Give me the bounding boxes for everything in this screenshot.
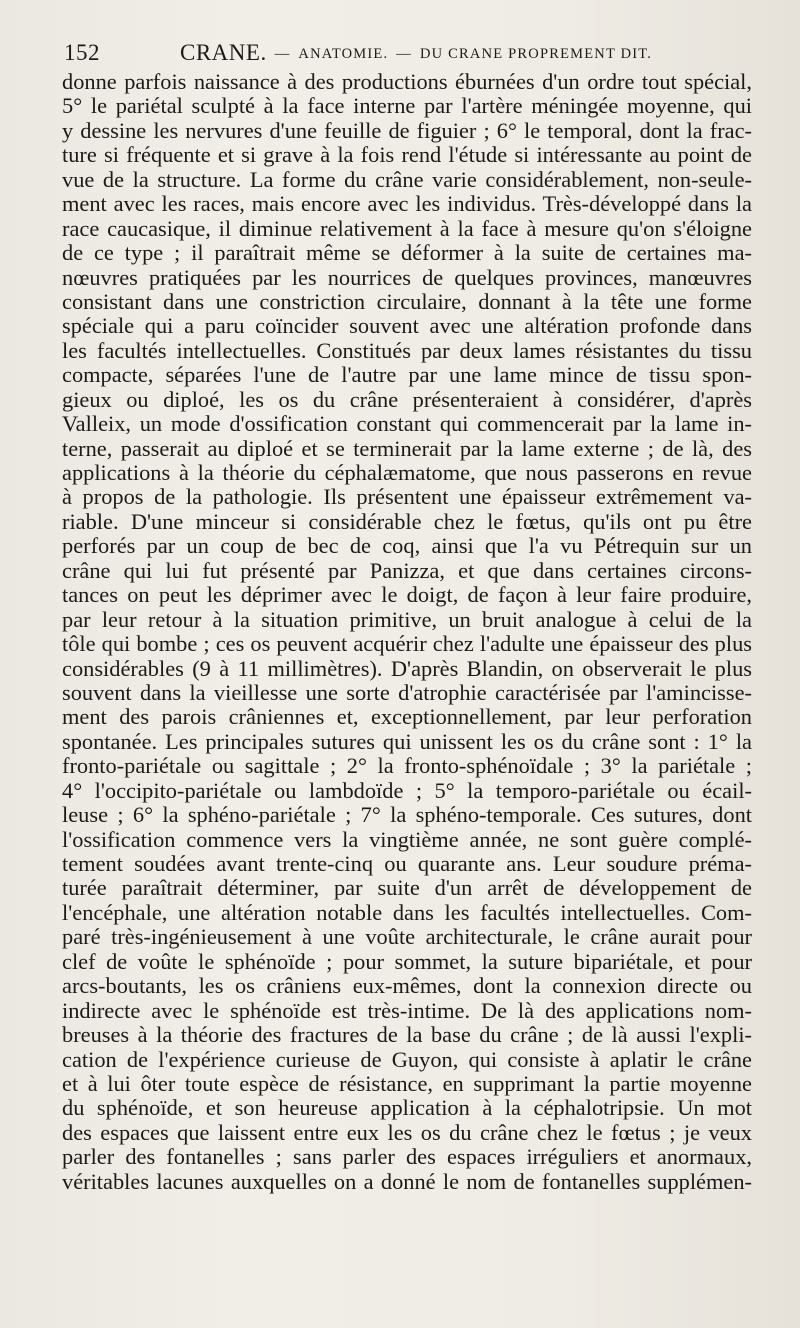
text-line: fronto-pariétale ou sagittale ; 2° la fronto-sphénoïdale ; 3° la pariétale ;	[62, 754, 752, 779]
text-line: spontanée. Les principales sutures qui unissent les os du crâne sont : 1° la	[62, 729, 752, 754]
text-line: vue de la structure. La forme du crâne varie considérablement, non-seule-	[62, 167, 752, 192]
header-section: ANATOMIE.	[298, 46, 389, 62]
running-header	[64, 40, 754, 70]
text-line: arcs-boutants, les os crâniens eux-mêmes, dont la connexion directe ou	[62, 974, 752, 999]
running-head-title	[180, 40, 652, 66]
text-line: donne parfois naissance à des productions éburnées d'un ordre tout spécial,	[62, 70, 752, 94]
text-line: consistant dans une constriction circulaire, donnant à la tête une forme	[62, 289, 752, 314]
text-line: applications à la théorie du céphalæmatome, que nous passerons en revue	[62, 461, 752, 485]
text-line: tances on peut les déprimer avec le doigt, de façon à leur faire produire,	[62, 583, 752, 608]
text-line: breuses à la théorie des fractures de la base du crâne ; de là aussi l'expli-	[62, 1023, 752, 1048]
text-line: race caucasique, il diminue relativement à la face à mesure qu'on s'éloigne	[62, 216, 752, 241]
text-line: y dessine les nervures d'une feuille de figuier ; 6° le temporal, dont la frac-	[62, 118, 752, 143]
text-line: ment des parois crâniennes et, exceptionnellement, par leur perforation	[62, 705, 752, 730]
text-line: crâne qui lui fut présenté par Panizza, et que dans certaines circons-	[62, 558, 752, 583]
text-line: paré très-ingénieusement à une voûte architecturale, le crâne aurait pour	[62, 925, 752, 950]
text-line: Valleix, un mode d'ossification constant qui commencerait par la lame in-	[62, 412, 752, 437]
text-line: l'ossification commence vers la vingtième année, ne sont guère complé-	[62, 827, 752, 852]
text-line: 4° l'occipito-pariétale ou lambdoïde ; 5° la temporo-pariétale ou écail-	[62, 778, 752, 803]
text-line: tement soudées avant trente-cinq ou quarante ans. Leur soudure préma-	[62, 852, 752, 876]
text-line: leuse ; 6° la sphéno-pariétale ; 7° la sphéno-temporale. Ces sutures, dont	[62, 803, 752, 828]
text-line: véritables lacunes auxquelles on a donné le nom de fontanelles supplémen-	[62, 1169, 752, 1194]
text-line: spéciale qui a paru coïncider souvent avec une altération profonde dans	[62, 314, 752, 339]
text-line: indirecte avec le sphénoïde est très-intime. De là des applications nom-	[62, 998, 752, 1023]
page-number: 152	[64, 40, 100, 65]
text-line: et à lui ôter toute espèce de résistance, en supprimant la partie moyenne	[62, 1071, 752, 1096]
text-line: des espaces que laissent entre eux les os du crâne chez le fœtus ; je veux	[62, 1120, 752, 1145]
text-line: considérables (9 à 11 millimètres). D'après Blandin, on observerait le plus	[62, 656, 752, 681]
text-line: ture si fréquente et si grave à la fois rend l'étude si intéressante au point de	[62, 143, 752, 168]
text-line: gieux ou diploé, les os du crâne présenteraient à considérer, d'après	[62, 387, 752, 412]
text-line: cation de l'expérience curieuse de Guyon, qui consiste à aplatir le crâne	[62, 1047, 752, 1072]
text-line: tôle qui bombe ; ces os peuvent acquérir chez l'adulte une épaisseur des plus	[62, 632, 752, 657]
text-line: souvent dans la vieillesse une sorte d'atrophie caractérisée par l'amincisse-	[62, 680, 752, 705]
header-separator: —	[274, 46, 291, 62]
text-line: riable. D'une minceur si considérable chez le fœtus, qu'ils ont pu être	[62, 509, 752, 534]
text-line: 5° le pariétal sculpté à la face interne par l'artère méningée moyenne, qui	[62, 94, 752, 119]
text-line: de ce type ; il paraîtrait même se déformer à la suite de certaines ma-	[62, 241, 752, 266]
text-line: les facultés intellectuelles. Constitués par deux lames résistantes du tissu	[62, 338, 752, 363]
header-title: CRANE.	[180, 40, 267, 65]
body-paragraph	[62, 70, 752, 1194]
header-subsection: DU CRANE PROPREMENT DIT.	[420, 46, 653, 62]
text-line: terne, passerait au diploé et se terminerait par la lame externe ; de là, des	[62, 436, 752, 461]
text-line: nœuvres pratiquées par les nourrices de quelques provinces, manœuvres	[62, 265, 752, 290]
header-separator: —	[396, 46, 412, 62]
text-line: du sphénoïde, et son heureuse application à la céphalotripsie. Un mot	[62, 1096, 752, 1121]
text-line: par leur retour à la situation primitive, un bruit analogue à celui de la	[62, 607, 752, 632]
text-line: à propos de la pathologie. Ils présentent une épaisseur extrêmement va-	[62, 485, 752, 510]
text-line: ment avec les races, mais encore avec les individus. Très-développé dans la	[62, 192, 752, 217]
text-line: clef de voûte le sphénoïde ; pour sommet, la suture bipariétale, et pour	[62, 949, 752, 974]
text-line: turée paraîtrait déterminer, par suite d'un arrêt de développement de	[62, 876, 752, 901]
text-line: compacte, séparées l'une de l'autre par une lame mince de tissu spon-	[62, 363, 752, 388]
text-line: perforés par un coup de bec de coq, ainsi que l'a vu Pétrequin sur un	[62, 534, 752, 559]
text-line: l'encéphale, une altération notable dans les facultés intellectuelles. Com-	[62, 900, 752, 925]
text-line: parler des fontanelles ; sans parler des espaces irréguliers et anormaux,	[62, 1145, 752, 1170]
